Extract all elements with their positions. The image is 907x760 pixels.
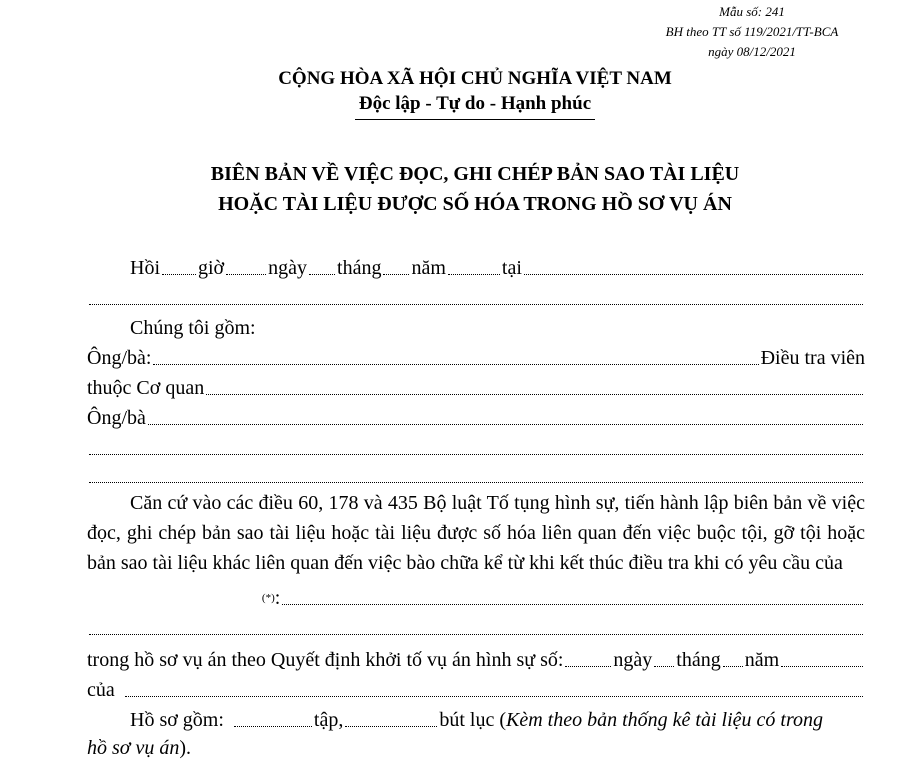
label-cua: của bbox=[87, 679, 115, 701]
requester-line bbox=[87, 582, 865, 610]
decision-day-field[interactable] bbox=[654, 666, 674, 667]
agency-field[interactable] bbox=[206, 394, 863, 395]
month-field[interactable] bbox=[383, 274, 409, 275]
colon: : bbox=[274, 587, 281, 609]
dossier-end: ). bbox=[179, 737, 192, 759]
dossier-label: Hồ sơ gồm: bbox=[130, 709, 224, 731]
label-nam: năm bbox=[411, 257, 446, 279]
label-ong-ba: Ông/bà: bbox=[87, 347, 152, 369]
label-role: Điều tra viên bbox=[760, 347, 865, 369]
volume-count-field[interactable] bbox=[234, 726, 312, 727]
member-extra-field-2[interactable] bbox=[87, 460, 865, 488]
dossier-note: Kèm theo bản thống kê tài liệu có trong bbox=[506, 709, 823, 731]
dossier-line-2 bbox=[87, 732, 865, 760]
agency-line bbox=[87, 372, 865, 400]
national-motto: Độc lập - Tự do - Hạnh phúc bbox=[358, 93, 592, 114]
member-2-line bbox=[87, 402, 865, 430]
label-tai: tại bbox=[501, 257, 522, 279]
decision-month-field[interactable] bbox=[723, 666, 743, 667]
label-ong-ba-2: Ông/bà bbox=[87, 407, 146, 429]
national-title: CỘNG HÒA XÃ HỘI CHỦ NGHĨA VIỆT NAM bbox=[278, 68, 672, 89]
label-agency: thuộc Cơ quan bbox=[87, 377, 205, 399]
form-header bbox=[637, 2, 867, 62]
decision-line bbox=[87, 644, 865, 672]
minute-field[interactable] bbox=[226, 274, 266, 275]
label-decision-ngay: ngày bbox=[613, 649, 653, 671]
label-gio: giờ bbox=[198, 257, 225, 279]
page-count-field[interactable] bbox=[345, 726, 437, 727]
basis-paragraph bbox=[87, 488, 865, 578]
label-decision-thang: tháng bbox=[676, 649, 721, 671]
member-extra-field-1[interactable] bbox=[87, 432, 865, 460]
document-title-line-1: BIÊN BẢN VỀ VIỆC ĐỌC, GHI CHÉP BẢN SAO TÀI LIỆU bbox=[210, 163, 740, 185]
member-2-field[interactable] bbox=[148, 424, 863, 425]
decision-year-field[interactable] bbox=[781, 666, 863, 667]
issuer-field[interactable] bbox=[125, 696, 863, 697]
investigator-line bbox=[87, 342, 865, 370]
place-field[interactable] bbox=[524, 274, 863, 275]
form-number: Mẫu số: 241 bbox=[719, 4, 785, 19]
issuer-line bbox=[87, 674, 865, 702]
basis-text: Căn cứ vào các điều 60, 178 và 435 Bộ luật Tố tụng hình sự, tiến hành lập biên bản về việc đọc, ghi chép bản sao tài liệu hoặc tài liệu được số hóa liên quan đến việc buộc tội, gỡ tội hoặc bản sao tài liệu khác liên quan đến việc bào chữa kể từ khi kết thúc điều tra khi có yêu cầu của bbox=[87, 492, 865, 574]
day-field[interactable] bbox=[309, 274, 335, 275]
document-title-line-2: HOẶC TÀI LIỆU ĐƯỢC SỐ HÓA TRONG HỒ SƠ VỤ ÁN bbox=[218, 193, 732, 215]
hour-field[interactable] bbox=[162, 274, 196, 275]
members-label-text: Chúng tôi gồm: bbox=[130, 317, 256, 339]
label-ngay: ngày bbox=[268, 257, 308, 279]
label-but-luc: bút lục ( bbox=[439, 709, 507, 731]
form-date: ngày 08/12/2021 bbox=[708, 44, 796, 59]
dossier-note-2: hồ sơ vụ án bbox=[87, 737, 180, 759]
decision-number-field[interactable] bbox=[565, 666, 611, 667]
requester-field-continued[interactable] bbox=[87, 612, 865, 640]
year-field[interactable] bbox=[448, 274, 500, 275]
footnote-marker: (*) bbox=[261, 592, 275, 604]
label-tap: tập, bbox=[313, 709, 344, 731]
motto-underline bbox=[355, 119, 595, 120]
form-issued-by: BH theo TT số 119/2021/TT-BCA bbox=[665, 24, 839, 39]
place-field-continued[interactable] bbox=[87, 282, 865, 310]
label-decision-nam: năm bbox=[744, 649, 780, 671]
members-label bbox=[130, 312, 865, 340]
decision-label: trong hồ sơ vụ án theo Quyết định khởi tố vụ án hình sự số: bbox=[87, 649, 564, 671]
requester-field[interactable] bbox=[282, 604, 863, 605]
time-place-line bbox=[130, 252, 865, 280]
label-hoi: Hồi bbox=[130, 257, 160, 279]
investigator-name-field[interactable] bbox=[153, 364, 758, 365]
label-thang: tháng bbox=[337, 257, 382, 279]
dossier-line bbox=[130, 704, 865, 732]
